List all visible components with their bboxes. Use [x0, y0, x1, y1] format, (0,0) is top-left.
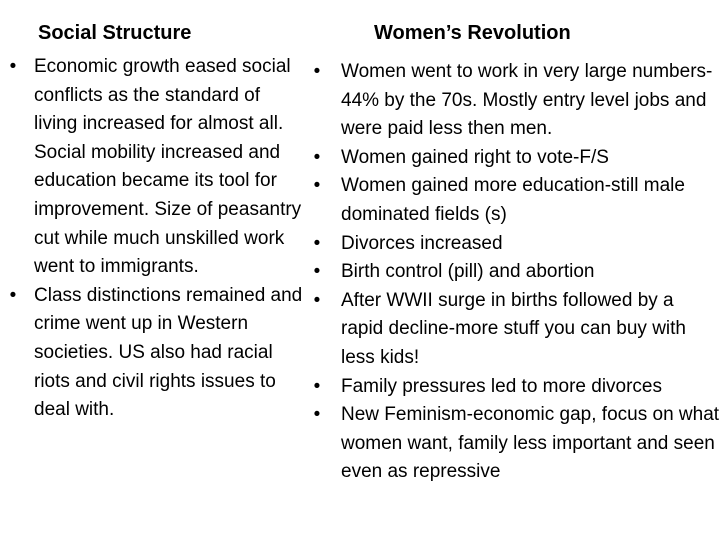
list-item-text: Women gained right to vote-F/S [341, 146, 609, 168]
social-structure-heading: Social Structure [38, 22, 192, 44]
bullet-icon: • [313, 289, 321, 311]
list-item [300, 258, 720, 287]
list-item [300, 373, 720, 402]
bullet-icon: • [313, 375, 321, 397]
bullet-icon: • [9, 56, 17, 77]
list-item [300, 58, 720, 144]
list-item-text: Class distinctions remained and crime went up in Western societies. US also had racial riots and civil rights issues to deal with. [34, 284, 303, 421]
bullet-icon: • [313, 261, 321, 283]
list-item-text: After WWII surge in births followed by a rapid decline-more stuff you can buy with less kids! [341, 289, 686, 368]
womens-revolution-heading: Women’s Revolution [374, 22, 571, 44]
bullet-icon: • [9, 284, 17, 306]
bullet-icon: • [313, 146, 321, 168]
bullet-icon: • [313, 61, 321, 82]
list-item-text: Family pressures led to more divorces [341, 375, 662, 397]
list-item-text: New Feminism-economic gap, focus on what women want, family less important and seen even as repressive [341, 404, 720, 483]
list-item-text: Divorces increased [341, 232, 503, 254]
list-item [0, 53, 305, 282]
list-item-text: Women went to work in very large numbers-44% by the 70s. Mostly entry level jobs and were paid less then men. [341, 61, 713, 140]
list-item [300, 401, 720, 487]
list-item [300, 172, 720, 229]
list-item-text: Birth control (pill) and abortion [341, 261, 595, 283]
womens-revolution-list [300, 58, 720, 487]
social-structure-list [0, 53, 305, 425]
list-item-text: Women gained more education-still male dominated fields (s) [341, 175, 685, 225]
bullet-icon: • [313, 404, 321, 426]
list-item [300, 230, 720, 259]
bullet-icon: • [313, 175, 321, 197]
list-item [300, 287, 720, 373]
bullet-icon: • [313, 232, 321, 254]
list-item-text: Economic growth eased social conflicts as the standard of living increased for almost all. Social mobility increased and education became its tool for improvement. Size of peasantry cut while much unskilled work went to immigrants. [34, 56, 302, 278]
list-item [300, 144, 720, 173]
list-item [0, 282, 305, 425]
